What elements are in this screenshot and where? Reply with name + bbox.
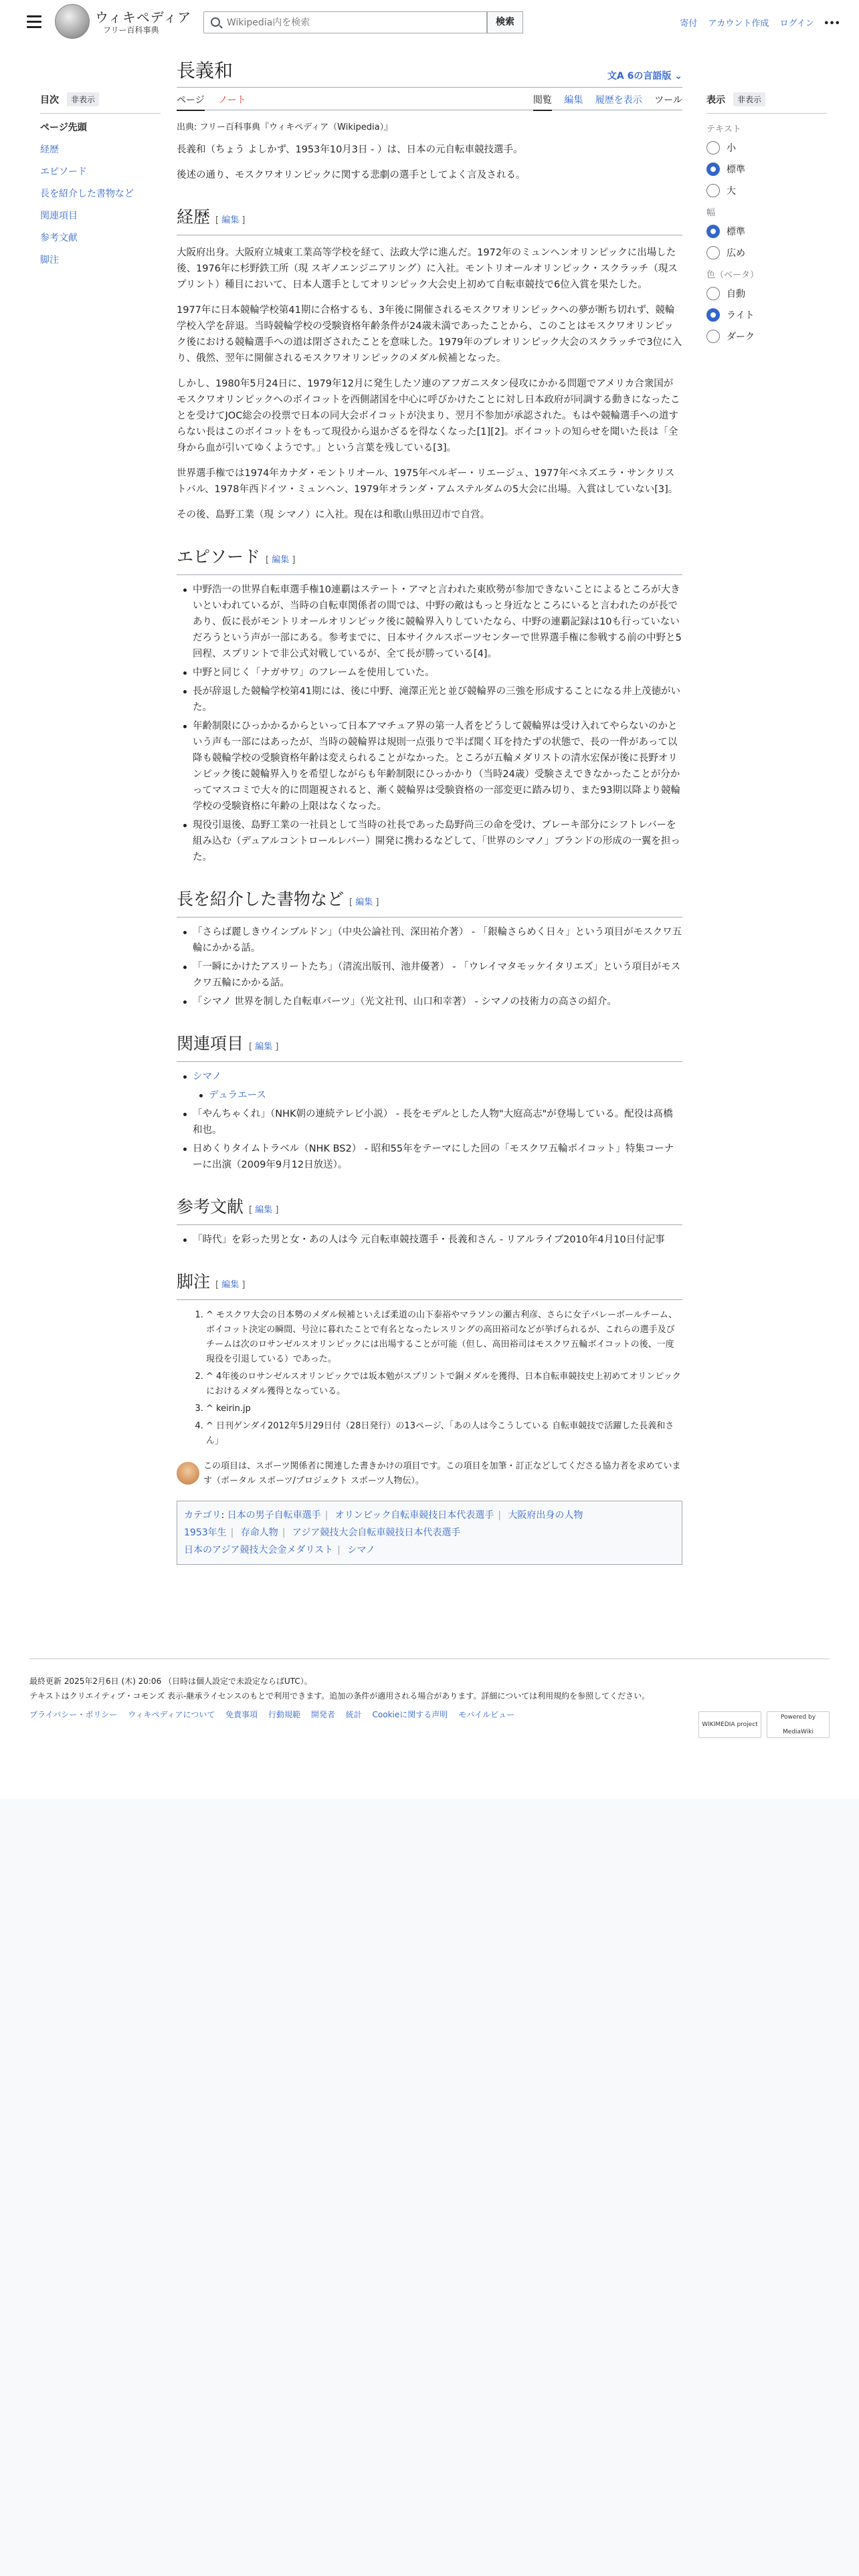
career-paragraph: 世界選手権では1974年カナダ・モントリオール、1975年ベルギー・リエージュ、1977年ベネズエラ・サンクリストバル、1978年西ドイツ・ミュンヘン、1979年オランダ・アムステルダムの5大会に出場。入賞はしていない[3]。: [177, 468, 678, 495]
category-link[interactable]: アジア競技大会自転車競技日本代表選手: [292, 1527, 461, 1538]
career-paragraph: しかし、1980年5月24日に、1979年12月に発生したソ連のアフガニスタン侵攻にかかる問題でアメリカ合衆国がモスクワオリンピックへのボイコットを西側諸国を中心に呼びかけたことに対し日本政府が同調する動きになったことを受けてJOC総会の投票で日本の同大会ボイコットが決まり、翌月不参加が承認された。もはや競輪選手への道すらない長はこのボイコットをもって現役から退かざるを得なくなった[1][2]。ボイコットの知らせを聞いた長は「全身から血が引いてゆくようです。」という言葉を残している[3]。: [177, 379, 680, 453]
list-item: 日めくりタイムトラベル（NHK BS2） - 昭和55年をテーマにした回の「モスクワ五輪ボイコット」特集コーナーに出演（2009年9月12日放送）。: [193, 1141, 682, 1173]
edit-section-link[interactable]: 編集: [272, 555, 290, 565]
tab-read[interactable]: 閲覧: [533, 95, 552, 111]
color-light: ライト: [706, 308, 827, 322]
career-paragraph: 1977年に日本競輪学校第41期に合格するも、3年後に開催されるモスクワオリンピックへの夢が断ち切れず、競輪学校入学を辞退。当時競輪学校の受験資格年齢条件が24歳未満であったことから、このことはモスクワオリンピック後における競輪選手への道は閉ざされたことを意味した。1979年のプレオリンピック大会のスクラッチで3位に入り、俄然、翌年に開催されるモスクワオリンピックのメダル候補となった。: [177, 305, 682, 364]
search-box[interactable]: [203, 11, 487, 33]
color-label: 色（ベータ）: [706, 270, 759, 280]
categories-label[interactable]: カテゴリ: [184, 1510, 221, 1521]
list-item: 「さらば麗しきウインブルドン」（中央公論社刊、深田祐介著） - 「銀輪さらめく日々」という項目がモスクワ五輪にかかる話。: [193, 924, 682, 956]
search-button[interactable]: 検索: [487, 11, 523, 33]
footer-link[interactable]: 開発者: [310, 1710, 335, 1719]
list-item: 中野と同じく「ナガサワ」のフレームを使用していた。: [193, 665, 682, 681]
width-standard: 標準: [706, 225, 827, 238]
category-link[interactable]: 日本の男子自転車選手: [227, 1510, 321, 1521]
category-link[interactable]: 1953年生: [184, 1527, 227, 1538]
section-heading-notes: 脚注 [ 編集 ]: [177, 1271, 682, 1300]
source-line: 出典: フリー百科事典『ウィキペディア（Wikipedia）』: [177, 122, 393, 132]
edit-section-link[interactable]: 編集: [255, 1205, 273, 1215]
footer-link[interactable]: モバイルビュー: [458, 1710, 515, 1719]
appearance-panel: [706, 92, 827, 351]
footer-link[interactable]: プライバシー・ポリシー: [29, 1710, 118, 1719]
color-auto: 自動: [706, 287, 827, 300]
intro-paragraph: 後述の通り、モスクワオリンピックに関する悲劇の選手としてよく言及される。: [177, 170, 526, 181]
text-size-large: 大: [706, 184, 827, 197]
table-of-contents: [40, 92, 161, 276]
footer-link[interactable]: 統計: [345, 1710, 362, 1719]
toc-item-related[interactable]: 関連項目: [40, 211, 78, 221]
page-bottom-area: [0, 1799, 859, 2576]
page-tabs: [177, 88, 682, 110]
references-list: [177, 1232, 682, 1248]
page-title: 長義和: [177, 60, 233, 82]
license-text: テキストはクリエイティブ・コモンズ 表示-継承ライセンスのもとで利用できます。追加の条件が適用される場合があります。詳細については利用規約を参照してください。: [29, 1691, 650, 1701]
tab-talk[interactable]: ノート: [218, 95, 246, 106]
episodes-list: [177, 582, 682, 865]
related-link-dura-ace[interactable]: デュラエース: [209, 1090, 266, 1101]
footer-link[interactable]: 免責事項: [225, 1710, 258, 1719]
sports-person-icon: [177, 1462, 199, 1485]
language-count: 6の言語版: [627, 71, 672, 82]
toc-item-notes[interactable]: 脚注: [40, 255, 59, 265]
section-heading-books: 長を紹介した書物など [ 編集 ]: [177, 888, 682, 918]
section-heading-references: 参考文献 [ 編集 ]: [177, 1196, 682, 1225]
related-list: [177, 1069, 682, 1173]
section-heading-related: 関連項目 [ 編集 ]: [177, 1033, 682, 1062]
category-link[interactable]: 存命人物: [240, 1527, 278, 1538]
list-item: 「一瞬にかけたアスリートたち」（清流出版刊、池井優著） - 「ウレイマタモッケイタリエズ」という項目がモスクワ五輪にかかる話。: [193, 959, 682, 991]
language-button[interactable]: 文A 6の言語版 ⌄: [607, 71, 682, 82]
main-menu-icon[interactable]: [24, 12, 44, 32]
text-size-small: 小: [706, 141, 827, 154]
last-updated: 最終更新 2025年2月6日 (木) 20:06 （日時は個人設定で未設定ならばUTC）。: [29, 1677, 312, 1686]
width-wide: 広め: [706, 246, 827, 259]
donate-link[interactable]: 寄付: [680, 19, 698, 29]
site-tagline: フリー百科事典: [103, 25, 159, 35]
footer-link[interactable]: Cookieに関する声明: [372, 1710, 448, 1719]
footnote: 1. ^ モスクワ大会の日本勢のメダル候補といえば柔道の山下泰裕やマラソンの瀬古利彦、さらに女子バレーボールチーム、ボイコット決定の瞬間、号泣に暮れたことで有名となったレスリングの高田裕司などが挙げられるが、これらの選手及びチームは次のロサンゼルスオリンピックには出場することが可能（但し、高田裕司はモスクワ五輪ボイコットの後、一度現役を引退している）であった。: [206, 1308, 682, 1367]
toc-item-career[interactable]: 経歴: [40, 144, 59, 155]
user-links: [672, 16, 840, 29]
toc-hide-button[interactable]: 非表示: [67, 92, 99, 106]
search-icon: [211, 17, 220, 27]
wikimedia-badge[interactable]: WIKIMEDIA project: [698, 1711, 761, 1738]
footnote: 2. ^ 4年後のロサンゼルスオリンピックでは坂本勉がスプリントで銅メダルを獲得、日本自転車競技史上初めてオリンピックにおけるメダル獲得となっている。: [206, 1370, 682, 1399]
books-list: [177, 924, 682, 1010]
tab-tools[interactable]: ツール: [654, 95, 682, 106]
tab-edit[interactable]: 編集: [564, 95, 583, 106]
footer-link[interactable]: ウィキペディアについて: [128, 1710, 215, 1719]
stub-text: この項目は、スポーツ関係者に関連した書きかけの項目です。この項目を加筆・訂正などしてくださる協力者を求めています（ポータル スポーツ/プロジェクト スポーツ人物伝）。: [203, 1461, 681, 1486]
appearance-title: 表示: [706, 94, 725, 106]
text-size-standard: 標準: [706, 163, 827, 176]
related-link-shimano[interactable]: シマノ: [193, 1071, 222, 1082]
create-account-link[interactable]: アカウント作成: [708, 19, 769, 29]
toc-item-books[interactable]: 長を紹介した書物など: [40, 189, 134, 199]
page-title-bar: [177, 58, 682, 88]
edit-section-link[interactable]: 編集: [221, 1280, 240, 1290]
list-item: 中野浩一の世界自転車選手権10連覇はステート・アマと言われた東欧勢が参加できないことによるところが大きいといわれているが、当時の自転車関係者の間では、中野の敵はもっと身近なところにいると言われたのが長であり、仮に長がモントリオールオリンピック後に競輪界入りしていたなら、中野の連覇記録は10も行っていないだろうという声が一部にある。参考までに、日本サイクルスポーツセンターで世界選手権に参戦する前の中野と5回程、スプリントで非公式対戦しているが、全て長が勝っている[4]。: [193, 582, 682, 662]
category-link[interactable]: 日本のアジア競技大会金メダリスト: [184, 1545, 334, 1555]
mediawiki-badge[interactable]: Powered by MediaWiki: [767, 1711, 830, 1738]
article: [177, 58, 682, 1565]
wikipedia-logo-icon[interactable]: [55, 4, 90, 39]
text-size-label: テキスト: [706, 124, 741, 134]
career-paragraph: その後、島野工業（現 シマノ）に入社。現在は和歌山県田辺市で自営。: [177, 510, 490, 520]
category-link[interactable]: シマノ: [347, 1545, 375, 1555]
footnotes-list: [177, 1308, 682, 1448]
edit-section-link[interactable]: 編集: [355, 897, 373, 907]
list-item: 「時代」を彩った男と女・あの人は今 元自転車競技選手・長義和さん - リアルライブ2010年4月10日付記事: [193, 1232, 682, 1248]
site-name[interactable]: ウィキペディア: [95, 9, 192, 25]
intro-paragraph: 長義和（ちょう よしかず、1953年10月3日 - ）は、日本の元自転車競技選手。: [177, 144, 523, 155]
footnote: 3. ^ keirin.jp: [206, 1402, 682, 1416]
category-link[interactable]: 大阪府出身の人物: [508, 1510, 583, 1521]
section-heading-episodes: エピソード [ 編集 ]: [177, 546, 682, 575]
login-link[interactable]: ログイン: [779, 19, 814, 29]
footer-link[interactable]: 行動規範: [268, 1710, 301, 1719]
list-item: 「シマノ 世界を制した自転車パーツ」（光文社刊、山口和幸著） - シマノの技術力の高さの紹介。: [193, 994, 682, 1010]
page-footer: [29, 1658, 830, 1735]
toc-title: 目次: [40, 94, 59, 106]
footnote: 4. ^ 日刊ゲンダイ2012年5月29日付（28日発行）の13ページ、「あの人は今こうしている 自転車競技で活躍した長義和さん」: [206, 1419, 682, 1448]
category-link[interactable]: オリンピック自転車競技日本代表選手: [335, 1510, 494, 1521]
list-item: 長が辞退した競輪学校第41期には、後に中野、滝澤正光と並び競輪界の三強を形成することになる井上茂徳がいた。: [193, 683, 682, 716]
toc-item-top[interactable]: ページ先頭: [40, 122, 87, 133]
color-dark: ダーク: [706, 330, 827, 343]
more-options-icon[interactable]: •••: [824, 19, 840, 29]
edit-section-link[interactable]: 編集: [221, 215, 240, 225]
section-heading-career: 経歴 [ 編集 ]: [177, 206, 682, 235]
list-item: 年齢制限にひっかかるからといって日本アマチュア界の第一人者をどうして競輪界は受け入れてやらないのかという声も一部にはあったが、当時の競輪界は規則一点張りで半ば聞く耳を持たずの状態で、長の一件があって以降も競輪学校の受験資格年齢は変えられることがなかった。ところが五輪メダリストの清水宏保が後に長野オリンピック後に競輪界入りを希望しながらも年齢制限にひっかかり（当時24歳）受験さえできなかったことが分かってマスコミで大々的に問題視されると、漸く競輪界は受験資格の一部変更に踏み切り、また93期以降より競輪学校の受験資格に年齢の上限はなくなった。: [193, 718, 682, 815]
toc-item-episodes[interactable]: エピソード: [40, 167, 87, 177]
tab-history[interactable]: 履歴を表示: [595, 95, 642, 106]
categories-box: カテゴリ: 日本の男子自転車選手 | オリンピック自転車競技日本代表選手 | 大阪府出身の人物 1953年生 | 存命人物 | アジア競技大会自転車競技日本代表選手 日本のアジア競技大会金メダリスト | シマノ: [177, 1501, 682, 1565]
search-input[interactable]: [227, 15, 481, 30]
list-item: 「やんちゃくれ」（NHK朝の連続テレビ小説） - 長をモデルとした人物"大庭高志"が登場している。配役は髙橋和也。: [193, 1106, 682, 1138]
toc-item-references[interactable]: 参考文献: [40, 233, 78, 243]
list-item: 現役引退後、島野工業の一社員として当時の社長であった島野尚三の命を受け、ブレーキ部分にシフトレバーを組み込む（デュアルコントロールレバー）開発に携わるなどして、「世界のシマノ」ブランドの形成の一翼を担った。: [193, 817, 682, 865]
career-paragraph: 大阪府出身。大阪府立城東工業高等学校を経て、法政大学に進んだ。1972年のミュンヘンオリンピックに出場した後、1976年に杉野鉄工所（現 スギノエンジニアリング）に入社。モントリオールオリンピック・スクラッチ（現スプリント）種目において、日本人選手としてオリンピック大会史上初めて自転車競技で6位入賞を果たした。: [177, 247, 678, 290]
tab-page[interactable]: ページ: [177, 95, 205, 111]
edit-section-link[interactable]: 編集: [255, 1042, 273, 1052]
width-label: 幅: [706, 208, 716, 218]
site-header: [0, 0, 859, 44]
stub-notice: [177, 1459, 682, 1489]
appearance-hide-button[interactable]: 非表示: [733, 92, 765, 106]
